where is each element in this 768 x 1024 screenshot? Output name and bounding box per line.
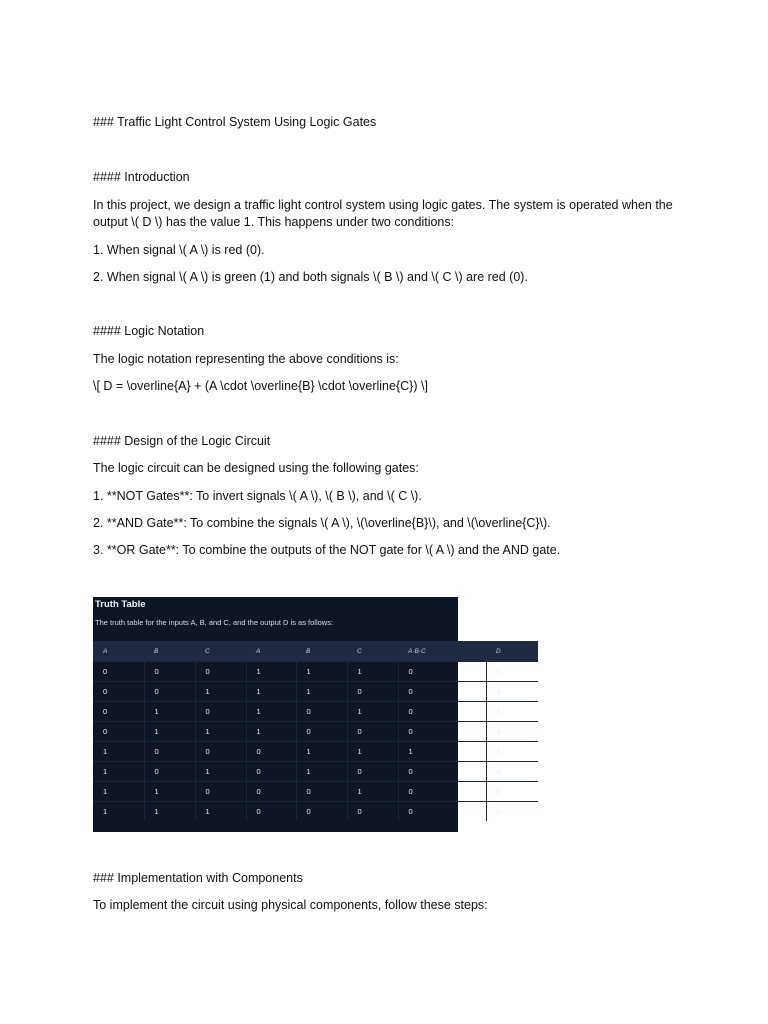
table-cell: 1	[398, 742, 486, 762]
table-cell: 0	[347, 802, 398, 822]
table-cell: 1	[144, 802, 195, 822]
table-cell: 0	[93, 722, 144, 742]
table-cell: 1	[486, 702, 538, 722]
table-row	[93, 742, 538, 762]
table-cell: 1	[195, 682, 246, 702]
table-cell: 0	[486, 782, 538, 802]
truth-table-image	[93, 597, 501, 832]
table-cell: 0	[93, 662, 144, 682]
table-cell: 1	[347, 782, 398, 802]
table-row	[93, 762, 538, 782]
introduction-paragraph: In this project, we design a traffic light control system using logic gates. The system is operated when the output \( D \) has the value 1. This happens under two conditions:	[93, 198, 673, 229]
table-cell: 0	[296, 702, 347, 722]
table-cell: 0	[398, 802, 486, 822]
table-cell: 1	[296, 682, 347, 702]
table-cell: 1	[347, 662, 398, 682]
table-cell: 1	[93, 762, 144, 782]
table-cell: 0	[144, 682, 195, 702]
table-cell: 0	[93, 702, 144, 722]
gate-item-1: 1. **NOT Gates**: To invert signals \( A \), \( B \), and \( C \).	[93, 489, 422, 503]
truth-table	[93, 641, 538, 821]
table-cell: 1	[486, 742, 538, 762]
table-cell: 0	[486, 762, 538, 782]
table-cell: 1	[486, 662, 538, 682]
condition-item-2: 2. When signal \( A \) is green (1) and both signals \( B \) and \( C \) are red (0).	[93, 270, 528, 284]
table-cell: 1	[296, 662, 347, 682]
table-cell: 1	[93, 782, 144, 802]
table-cell: 0	[246, 782, 296, 802]
table-cell: 0	[398, 762, 486, 782]
table-cell: 1	[296, 742, 347, 762]
table-cell: 1	[195, 722, 246, 742]
table-cell: 0	[246, 742, 296, 762]
header-cell: A·B·C	[398, 641, 486, 662]
truth-table-title: Truth Table	[95, 599, 146, 610]
introduction-heading: #### Introduction	[93, 170, 190, 184]
table-cell: 0	[144, 662, 195, 682]
table-row	[93, 662, 538, 682]
gate-item-3: 3. **OR Gate**: To combine the outputs of the NOT gate for \( A \) and the AND gate.	[93, 543, 561, 557]
logic-formula: \[ D = \overline{A} + (A \cdot \overline{B} \cdot \overline{C}) \]	[93, 379, 428, 393]
header-cell: C	[195, 641, 246, 662]
table-row	[93, 782, 538, 802]
implementation-heading: ### Implementation with Components	[93, 871, 303, 885]
table-cell: 0	[398, 662, 486, 682]
table-cell: 1	[347, 702, 398, 722]
table-cell: 0	[398, 722, 486, 742]
header-cell: A	[246, 641, 296, 662]
table-cell: 1	[93, 802, 144, 822]
table-cell: 0	[296, 802, 347, 822]
document-title: ### Traffic Light Control System Using Logic Gates	[93, 115, 377, 129]
design-heading: #### Design of the Logic Circuit	[93, 434, 271, 448]
table-cell: 0	[398, 702, 486, 722]
table-cell: 1	[195, 762, 246, 782]
implementation-paragraph: To implement the circuit using physical components, follow these steps:	[93, 898, 488, 912]
table-cell: 1	[144, 782, 195, 802]
table-cell: 1	[246, 722, 296, 742]
table-cell: 1	[347, 742, 398, 762]
table-cell: 0	[296, 722, 347, 742]
table-cell: 0	[195, 782, 246, 802]
header-cell: B	[296, 641, 347, 662]
logic-notation-paragraph: The logic notation representing the above conditions is:	[93, 352, 399, 366]
table-cell: 0	[398, 682, 486, 702]
table-cell: 0	[144, 742, 195, 762]
table-cell: 0	[195, 702, 246, 722]
table-cell: 0	[144, 762, 195, 782]
header-cell: A	[93, 641, 144, 662]
table-cell: 0	[195, 662, 246, 682]
table-cell: 0	[195, 742, 246, 762]
table-cell: 0	[347, 682, 398, 702]
header-cell: D	[486, 641, 538, 662]
table-cell: 1	[246, 662, 296, 682]
table-cell: 0	[246, 802, 296, 822]
table-cell: 1	[486, 722, 538, 742]
logic-notation-heading: #### Logic Notation	[93, 324, 205, 338]
table-row	[93, 802, 538, 822]
table-cell: 0	[93, 682, 144, 702]
truth-table-header-row	[93, 641, 538, 662]
condition-item-1: 1. When signal \( A \) is red (0).	[93, 243, 265, 257]
table-cell: 1	[93, 742, 144, 762]
table-cell: 0	[347, 722, 398, 742]
table-cell: 1	[246, 682, 296, 702]
gate-item-2: 2. **AND Gate**: To combine the signals \( A \), \(\overline{B}\), and \(\overline{C}\).	[93, 516, 551, 530]
table-cell: 1	[195, 802, 246, 822]
table-cell: 0	[486, 802, 538, 822]
table-row	[93, 702, 538, 722]
header-cell: B	[144, 641, 195, 662]
table-cell: 1	[144, 722, 195, 742]
table-row	[93, 722, 538, 742]
table-cell: 1	[486, 682, 538, 702]
table-cell: 0	[398, 782, 486, 802]
table-cell: 1	[296, 762, 347, 782]
header-cell: C	[347, 641, 398, 662]
table-cell: 1	[246, 702, 296, 722]
table-cell: 0	[246, 762, 296, 782]
table-cell: 0	[347, 762, 398, 782]
design-paragraph: The logic circuit can be designed using the following gates:	[93, 461, 419, 475]
table-cell: 0	[296, 782, 347, 802]
table-cell: 1	[144, 702, 195, 722]
table-row	[93, 682, 538, 702]
truth-table-description: The truth table for the inputs A, B, and C, and the output D is as follows:	[95, 618, 334, 627]
